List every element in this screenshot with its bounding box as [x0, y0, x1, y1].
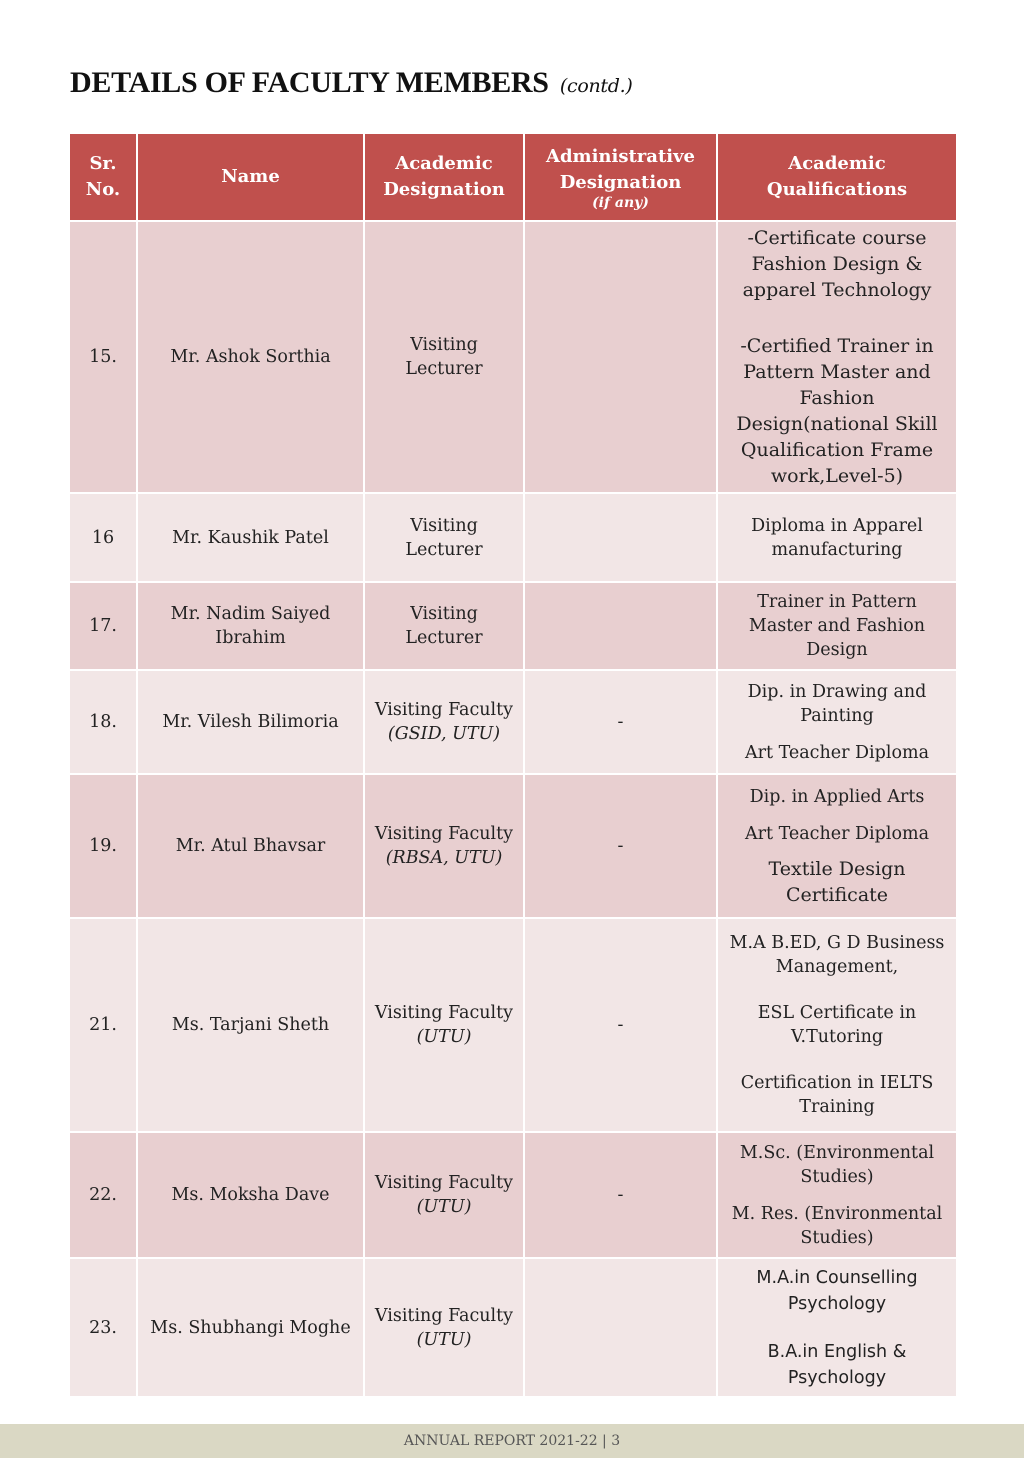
- cell-qualifications: [717, 1132, 957, 1258]
- qualification-item: Art Teacher Diploma: [744, 742, 930, 763]
- cell-sr-no: 19.: [69, 774, 137, 918]
- table-row: [69, 670, 957, 774]
- cell-qualifications: [717, 221, 957, 493]
- cell-academic-designation: Visiting Lecturer: [364, 582, 524, 670]
- cell-name: Ms. Shubhangi Moghe: [137, 1258, 364, 1397]
- table-row: [69, 582, 957, 670]
- designation-text: Visiting Faculty: [374, 700, 514, 720]
- cell-sr-no: 23.: [69, 1258, 137, 1397]
- cell-sr-no: 22.: [69, 1132, 137, 1258]
- qualification-item: M.A B.ED, G D Business Management,: [729, 933, 945, 977]
- qualification-item: M. Res. (Environmental Studies): [731, 1203, 943, 1248]
- table-row: [69, 221, 957, 493]
- header-sr-no: Sr. No.: [69, 133, 137, 221]
- cell-qualifications: [717, 670, 957, 774]
- cell-sr-no: 17.: [69, 582, 137, 670]
- footer-text: ANNUAL REPORT 2021-22 | 3: [403, 1433, 621, 1449]
- designation-affiliation: (GSID, UTU): [387, 724, 501, 744]
- header-admin-subtitle: (if any): [592, 195, 649, 211]
- designation-text: Visiting Faculty: [374, 1003, 514, 1023]
- qualification-item: Certification in IELTS Training: [740, 1073, 934, 1117]
- cell-name: Ms. Moksha Dave: [137, 1132, 364, 1258]
- cell-admin-designation: [524, 493, 717, 582]
- designation-affiliation: (UTU): [416, 1329, 472, 1350]
- cell-sr-no: 16: [69, 493, 137, 582]
- table-row: [69, 918, 957, 1132]
- qualification-item: Trainer in Pattern Master and Fashion Design: [748, 592, 926, 660]
- cell-admin-designation: [524, 221, 717, 493]
- cell-academic-designation: [364, 493, 524, 582]
- cell-name: Mr. Atul Bhavsar: [137, 774, 364, 918]
- cell-academic-designation: [364, 670, 524, 774]
- designation-text: Visiting Lecturer: [405, 515, 483, 560]
- cell-qualifications: [717, 493, 957, 582]
- cell-academic-designation: Visiting Lecturer: [364, 221, 524, 493]
- qualification-item: -Certified Trainer in Pattern Master and Fashion Design(national Skill Qualification Frame work,Level-5): [736, 335, 938, 487]
- cell-name: Mr. Kaushik Patel: [137, 493, 364, 582]
- cell-academic-designation: [364, 1132, 524, 1258]
- header-academic-designation: Academic Designation: [364, 133, 524, 221]
- designation-text: Visiting Faculty: [374, 824, 514, 844]
- page-title: [70, 66, 632, 100]
- table-row: [69, 1132, 957, 1258]
- cell-qualifications: [717, 918, 957, 1132]
- table-row: [69, 774, 957, 918]
- faculty-table: [68, 132, 958, 1398]
- cell-admin-designation: -: [524, 670, 717, 774]
- qualification-item: Dip. in Drawing and Painting: [747, 681, 927, 726]
- designation-text: Visiting Faculty: [374, 1173, 514, 1193]
- qualification-item: Diploma in Apparel manufacturing: [751, 515, 923, 560]
- cell-sr-no: 21.: [69, 918, 137, 1132]
- qualification-item: ESL Certificate in V.Tutoring: [757, 1003, 917, 1047]
- cell-admin-designation: -: [524, 1132, 717, 1258]
- designation-text: Visiting Faculty: [374, 1305, 514, 1326]
- cell-name: Mr. Nadim Saiyed Ibrahim: [137, 582, 364, 670]
- table-header-row: [69, 133, 957, 221]
- page-title-text: DETAILS OF FACULTY MEMBERS: [70, 66, 549, 99]
- qualification-item: B.A.in English & Psychology: [767, 1341, 907, 1388]
- page-title-suffix: (contd.): [559, 75, 633, 97]
- qualification-item: -Certificate course Fashion Design & apparel Technology: [742, 227, 932, 301]
- qualification-item: M.Sc. (Environmental Studies): [739, 1142, 935, 1187]
- qualification-item: Textile Design Certificate: [768, 857, 906, 906]
- designation-affiliation: (UTU): [416, 1197, 472, 1217]
- cell-admin-designation: -: [524, 918, 717, 1132]
- cell-name: Ms. Tarjani Sheth: [137, 918, 364, 1132]
- cell-academic-designation: [364, 1258, 524, 1397]
- cell-admin-designation: -: [524, 774, 717, 918]
- header-academic-qualifications: Academic Qualifications: [717, 133, 957, 221]
- cell-academic-designation: [364, 918, 524, 1132]
- cell-admin-designation: [524, 1258, 717, 1397]
- cell-qualifications: [717, 582, 957, 670]
- qualification-item: M.A.in Counselling Psychology: [756, 1267, 918, 1314]
- header-name: Name: [137, 133, 364, 221]
- cell-name: Mr. Ashok Sorthia: [137, 221, 364, 493]
- table-row: [69, 1258, 957, 1397]
- cell-sr-no: 15.: [69, 221, 137, 493]
- qualification-item: Art Teacher Diploma: [744, 823, 930, 844]
- cell-qualifications: [717, 1258, 957, 1397]
- cell-qualifications: [717, 774, 957, 918]
- cell-sr-no: 18.: [69, 670, 137, 774]
- table-row: [69, 493, 957, 582]
- designation-affiliation: (RBSA, UTU): [385, 848, 503, 868]
- cell-name: Mr. Vilesh Bilimoria: [137, 670, 364, 774]
- header-administrative-designation: Administrative Designation (if any): [524, 133, 717, 221]
- qualification-item: Dip. in Applied Arts: [749, 786, 925, 807]
- page-footer: [0, 1424, 1024, 1458]
- designation-affiliation: (UTU): [416, 1027, 472, 1047]
- cell-academic-designation: [364, 774, 524, 918]
- cell-admin-designation: [524, 582, 717, 670]
